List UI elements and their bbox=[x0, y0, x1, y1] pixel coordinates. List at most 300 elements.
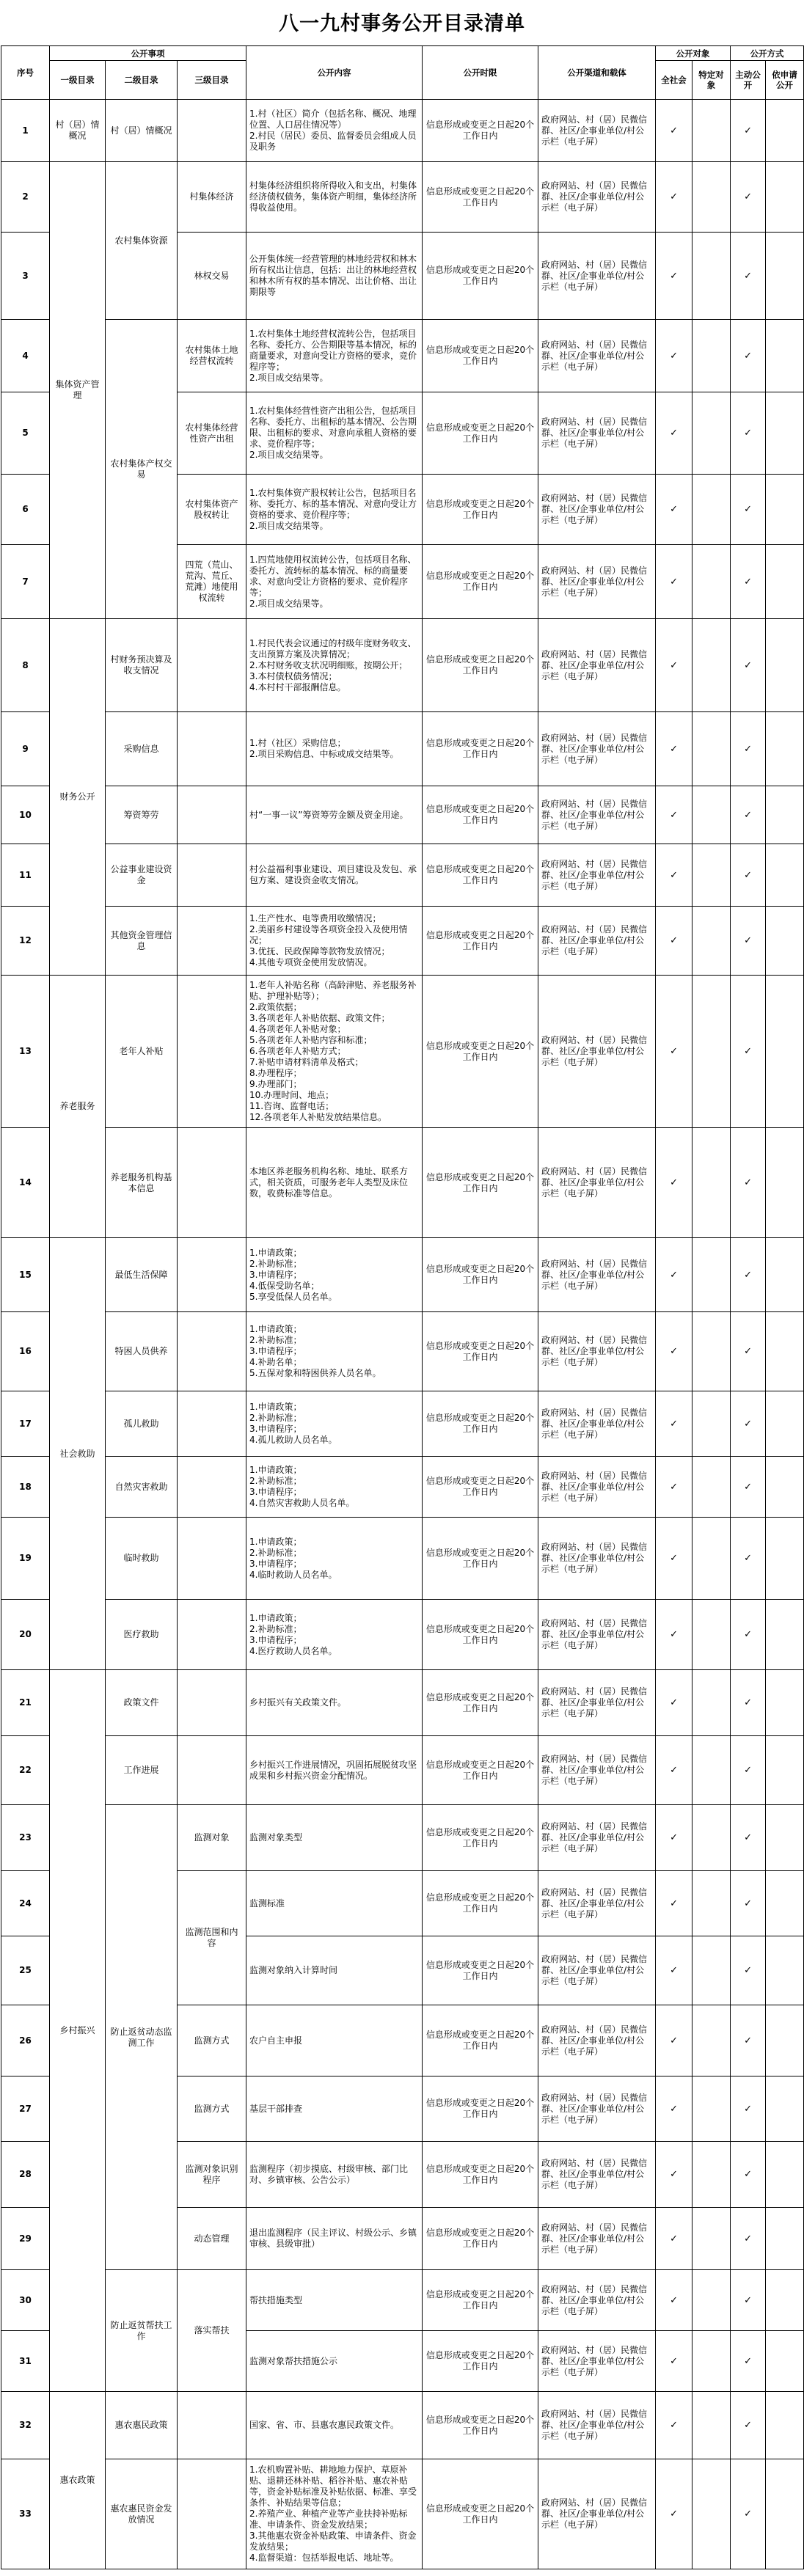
disclosure-content: 1.申请政策； 2.补助标准； 3.申请程序； 4.孤儿救助人员名单。 bbox=[246, 1391, 423, 1457]
method-request-check bbox=[766, 1518, 804, 1600]
audience-specific-check bbox=[692, 2005, 731, 2076]
disclosure-content: 公开集体统一经营管理的林地经营权和林木所有权出让信息，包括：出让的林地经营权和林木所有权的基本情况、出让价格、出让期限等 bbox=[246, 233, 423, 320]
disclosure-time-limit: 信息形成或变更之日起20个工作日内 bbox=[423, 2142, 538, 2208]
header-method-active: 主动公开 bbox=[731, 61, 766, 100]
audience-specific-check bbox=[692, 1871, 731, 1936]
audience-all-check: ✓ bbox=[656, 2142, 692, 2208]
disclosure-time-limit: 信息形成或变更之日起20个工作日内 bbox=[423, 1457, 538, 1518]
method-request-check bbox=[766, 2142, 804, 2208]
method-active-check: ✓ bbox=[731, 1670, 766, 1736]
method-request-check bbox=[766, 2392, 804, 2459]
audience-specific-check bbox=[692, 2459, 731, 2569]
disclosure-time-limit: 信息形成或变更之日起20个工作日内 bbox=[423, 2270, 538, 2331]
disclosure-channel: 政府网站、村（居）民微信群、社区/企事业单位/村公示栏（电子屏） bbox=[538, 2208, 656, 2270]
method-active-check: ✓ bbox=[731, 2208, 766, 2270]
table-row bbox=[1, 1457, 804, 1518]
level3-directory bbox=[178, 844, 246, 907]
table-row bbox=[1, 100, 804, 162]
level2-directory: 防止返贫帮扶工作 bbox=[106, 2270, 178, 2392]
disclosure-content: 1.村民代表会议通过的村级年度财务收支、支出预算方案及决算情况； 2.本村财务收支状况明细账，按期公开； 3.本村债权债务情况； 4.本村村干部报酬信息。 bbox=[246, 619, 423, 712]
audience-all-check: ✓ bbox=[656, 2270, 692, 2331]
row-number: 33 bbox=[1, 2459, 50, 2569]
row-number: 22 bbox=[1, 1736, 50, 1805]
disclosure-channel: 政府网站、村（居）民微信群、社区/企事业单位/村公示栏（电子屏） bbox=[538, 475, 656, 545]
level1-directory: 养老服务 bbox=[50, 976, 106, 1238]
row-number: 20 bbox=[1, 1600, 50, 1670]
level2-directory: 村（居）情概况 bbox=[106, 100, 178, 162]
method-active-check: ✓ bbox=[731, 976, 766, 1128]
method-active-check: ✓ bbox=[731, 844, 766, 907]
header-audience-specific: 特定对象 bbox=[692, 61, 731, 100]
row-number: 5 bbox=[1, 392, 50, 475]
table-row bbox=[1, 1518, 804, 1600]
row-number: 14 bbox=[1, 1128, 50, 1238]
row-number: 27 bbox=[1, 2076, 50, 2142]
header-no: 序号 bbox=[1, 46, 50, 100]
disclosure-time-limit: 信息形成或变更之日起20个工作日内 bbox=[423, 844, 538, 907]
audience-all-check: ✓ bbox=[656, 320, 692, 392]
disclosure-channel: 政府网站、村（居）民微信群、社区/企事业单位/村公示栏（电子屏） bbox=[538, 976, 656, 1128]
header-level1: 一级目录 bbox=[50, 61, 106, 100]
disclosure-channel: 政府网站、村（居）民微信群、社区/企事业单位/村公示栏（电子屏） bbox=[538, 320, 656, 392]
method-request-check bbox=[766, 545, 804, 619]
audience-all-check: ✓ bbox=[656, 1936, 692, 2005]
row-number: 2 bbox=[1, 162, 50, 233]
level1-directory: 财务公开 bbox=[50, 619, 106, 976]
audience-all-check: ✓ bbox=[656, 1871, 692, 1936]
row-number: 11 bbox=[1, 844, 50, 907]
table-row bbox=[1, 712, 804, 786]
level3-directory bbox=[178, 786, 246, 844]
disclosure-content: 村“一事一议”筹资筹劳金额及资金用途。 bbox=[246, 786, 423, 844]
disclosure-time-limit: 信息形成或变更之日起20个工作日内 bbox=[423, 2331, 538, 2392]
disclosure-content: 退出监测程序（民主评议、村级公示、乡镇审核、县级审批） bbox=[246, 2208, 423, 2270]
row-number: 6 bbox=[1, 475, 50, 545]
disclosure-channel: 政府网站、村（居）民微信群、社区/企事业单位/村公示栏（电子屏） bbox=[538, 1936, 656, 2005]
disclosure-channel: 政府网站、村（居）民微信群、社区/企事业单位/村公示栏（电子屏） bbox=[538, 233, 656, 320]
row-number: 23 bbox=[1, 1805, 50, 1871]
disclosure-time-limit: 信息形成或变更之日起20个工作日内 bbox=[423, 2076, 538, 2142]
audience-all-check: ✓ bbox=[656, 1312, 692, 1391]
audience-specific-check bbox=[692, 320, 731, 392]
disclosure-content: 1.农村集体资产股权转让公告，包括项目名称、委托方、标的基本情况、对意向受让方资格的要求、竞价程序等； 2.项目成交结果等。 bbox=[246, 475, 423, 545]
table-body bbox=[1, 100, 804, 2569]
level3-directory bbox=[178, 619, 246, 712]
audience-all-check: ✓ bbox=[656, 712, 692, 786]
audience-all-check: ✓ bbox=[656, 1128, 692, 1238]
level3-directory bbox=[178, 1391, 246, 1457]
disclosure-time-limit: 信息形成或变更之日起20个工作日内 bbox=[423, 786, 538, 844]
disclosure-time-limit: 信息形成或变更之日起20个工作日内 bbox=[423, 1238, 538, 1312]
disclosure-time-limit: 信息形成或变更之日起20个工作日内 bbox=[423, 2005, 538, 2076]
table-row bbox=[1, 619, 804, 712]
disclosure-content: 国家、省、市、县惠农惠民政策文件。 bbox=[246, 2392, 423, 2459]
table-row bbox=[1, 162, 804, 233]
header-audience-group: 公开对象 bbox=[656, 46, 731, 61]
disclosure-time-limit: 信息形成或变更之日起20个工作日内 bbox=[423, 1736, 538, 1805]
method-active-check: ✓ bbox=[731, 100, 766, 162]
row-number: 10 bbox=[1, 786, 50, 844]
row-number: 19 bbox=[1, 1518, 50, 1600]
disclosure-channel: 政府网站、村（居）民微信群、社区/企事业单位/村公示栏（电子屏） bbox=[538, 1871, 656, 1936]
level2-directory: 孤儿救助 bbox=[106, 1391, 178, 1457]
disclosure-channel: 政府网站、村（居）民微信群、社区/企事业单位/村公示栏（电子屏） bbox=[538, 1805, 656, 1871]
audience-specific-check bbox=[692, 1391, 731, 1457]
audience-specific-check bbox=[692, 2142, 731, 2208]
disclosure-channel: 政府网站、村（居）民微信群、社区/企事业单位/村公示栏（电子屏） bbox=[538, 392, 656, 475]
row-number: 21 bbox=[1, 1670, 50, 1736]
method-request-check bbox=[766, 2331, 804, 2392]
level3-directory bbox=[178, 1736, 246, 1805]
disclosure-content: 基层干部排查 bbox=[246, 2076, 423, 2142]
row-number: 18 bbox=[1, 1457, 50, 1518]
disclosure-time-limit: 信息形成或变更之日起20个工作日内 bbox=[423, 1871, 538, 1936]
table-row bbox=[1, 1670, 804, 1736]
method-request-check bbox=[766, 100, 804, 162]
disclosure-content: 1.申请政策； 2.补助标准； 3.申请程序； 4.临时救助人员名单。 bbox=[246, 1518, 423, 1600]
audience-specific-check bbox=[692, 2208, 731, 2270]
disclosure-content: 监测标准 bbox=[246, 1871, 423, 1936]
disclosure-time-limit: 信息形成或变更之日起20个工作日内 bbox=[423, 475, 538, 545]
disclosure-time-limit: 信息形成或变更之日起20个工作日内 bbox=[423, 320, 538, 392]
header-method-group: 公开方式 bbox=[731, 46, 804, 61]
table-row bbox=[1, 1600, 804, 1670]
audience-all-check: ✓ bbox=[656, 1238, 692, 1312]
disclosure-time-limit: 信息形成或变更之日起20个工作日内 bbox=[423, 1600, 538, 1670]
level2-directory: 工作进展 bbox=[106, 1736, 178, 1805]
table-header bbox=[1, 46, 804, 100]
method-active-check: ✓ bbox=[731, 2270, 766, 2331]
disclosure-channel: 政府网站、村（居）民微信群、社区/企事业单位/村公示栏（电子屏） bbox=[538, 1312, 656, 1391]
disclosure-time-limit: 信息形成或变更之日起20个工作日内 bbox=[423, 1670, 538, 1736]
row-number: 1 bbox=[1, 100, 50, 162]
disclosure-channel: 政府网站、村（居）民微信群、社区/企事业单位/村公示栏（电子屏） bbox=[538, 2005, 656, 2076]
level1-directory: 村（居）情概况 bbox=[50, 100, 106, 162]
audience-all-check: ✓ bbox=[656, 1736, 692, 1805]
audience-all-check: ✓ bbox=[656, 844, 692, 907]
disclosure-channel: 政府网站、村（居）民微信群、社区/企事业单位/村公示栏（电子屏） bbox=[538, 100, 656, 162]
method-request-check bbox=[766, 392, 804, 475]
disclosure-time-limit: 信息形成或变更之日起20个工作日内 bbox=[423, 392, 538, 475]
disclosure-time-limit: 信息形成或变更之日起20个工作日内 bbox=[423, 712, 538, 786]
audience-all-check: ✓ bbox=[656, 619, 692, 712]
disclosure-content: 1.四荒地使用权流转公告，包括项目名称、委托方、流转标的基本情况、标的商量要求、对意向受让方资格的要求、竞价程序等； 2.项目成交结果等。 bbox=[246, 545, 423, 619]
disclosure-time-limit: 信息形成或变更之日起20个工作日内 bbox=[423, 2208, 538, 2270]
audience-specific-check bbox=[692, 100, 731, 162]
level2-directory: 特困人员供养 bbox=[106, 1312, 178, 1391]
disclosure-channel: 政府网站、村（居）民微信群、社区/企事业单位/村公示栏（电子屏） bbox=[538, 786, 656, 844]
level2-directory: 农村集体资源 bbox=[106, 162, 178, 320]
header-items-group: 公开事项 bbox=[50, 46, 246, 61]
audience-specific-check bbox=[692, 907, 731, 976]
disclosure-content: 农户自主申报 bbox=[246, 2005, 423, 2076]
method-request-check bbox=[766, 162, 804, 233]
level2-directory: 其他资金管理信息 bbox=[106, 907, 178, 976]
level2-directory: 防止返贫动态监测工作 bbox=[106, 1805, 178, 2270]
method-active-check: ✓ bbox=[731, 907, 766, 976]
header-content: 公开内容 bbox=[246, 46, 423, 100]
method-active-check: ✓ bbox=[731, 1871, 766, 1936]
audience-all-check: ✓ bbox=[656, 233, 692, 320]
header-audience-all: 全社会 bbox=[656, 61, 692, 100]
header-time-limit: 公开时限 bbox=[423, 46, 538, 100]
method-active-check: ✓ bbox=[731, 1736, 766, 1805]
disclosure-content: 村公益福利事业建设、项目建设及发包、承包方案、建设资金收支情况。 bbox=[246, 844, 423, 907]
audience-specific-check bbox=[692, 1518, 731, 1600]
disclosure-time-limit: 信息形成或变更之日起20个工作日内 bbox=[423, 907, 538, 976]
method-active-check: ✓ bbox=[731, 320, 766, 392]
audience-specific-check bbox=[692, 1936, 731, 2005]
audience-specific-check bbox=[692, 844, 731, 907]
row-number: 7 bbox=[1, 545, 50, 619]
row-number: 25 bbox=[1, 1936, 50, 2005]
level3-directory: 监测范围和内容 bbox=[178, 1871, 246, 2005]
table-row bbox=[1, 1128, 804, 1238]
disclosure-channel: 政府网站、村（居）民微信群、社区/企事业单位/村公示栏（电子屏） bbox=[538, 844, 656, 907]
level3-directory bbox=[178, 907, 246, 976]
table-row bbox=[1, 1391, 804, 1457]
audience-specific-check bbox=[692, 976, 731, 1128]
row-number: 26 bbox=[1, 2005, 50, 2076]
level3-directory: 监测对象识别程序 bbox=[178, 2142, 246, 2208]
disclosure-content: 本地区养老服务机构名称、地址、联系方式，相关资质，可服务老年人类型及床位数，收费标准等信息。 bbox=[246, 1128, 423, 1238]
audience-all-check: ✓ bbox=[656, 2459, 692, 2569]
level3-directory: 四荒（荒山、荒沟、荒丘、荒滩）地使用权流转 bbox=[178, 545, 246, 619]
disclosure-time-limit: 信息形成或变更之日起20个工作日内 bbox=[423, 619, 538, 712]
audience-specific-check bbox=[692, 1736, 731, 1805]
level3-directory bbox=[178, 1457, 246, 1518]
audience-specific-check bbox=[692, 1600, 731, 1670]
level2-directory: 公益事业建设资金 bbox=[106, 844, 178, 907]
row-number: 9 bbox=[1, 712, 50, 786]
row-number: 32 bbox=[1, 2392, 50, 2459]
disclosure-time-limit: 信息形成或变更之日起20个工作日内 bbox=[423, 1128, 538, 1238]
table-row bbox=[1, 320, 804, 392]
level3-directory: 监测对象 bbox=[178, 1805, 246, 1871]
level2-directory: 医疗救助 bbox=[106, 1600, 178, 1670]
audience-specific-check bbox=[692, 1312, 731, 1391]
header-level3: 三级目录 bbox=[178, 61, 246, 100]
row-number: 3 bbox=[1, 233, 50, 320]
method-active-check: ✓ bbox=[731, 2392, 766, 2459]
audience-specific-check bbox=[692, 619, 731, 712]
method-active-check: ✓ bbox=[731, 1128, 766, 1238]
audience-specific-check bbox=[692, 1670, 731, 1736]
audience-all-check: ✓ bbox=[656, 2331, 692, 2392]
disclosure-time-limit: 信息形成或变更之日起20个工作日内 bbox=[423, 233, 538, 320]
disclosure-content: 1.老年人补贴名称（高龄津贴、养老服务补贴、护理补贴等）； 2.政策依据； 3.各项老年人补贴依据、政策文件； 4.各项老年人补贴对象； 5.各项老年人补贴内容和标准； 6.各项老年人补贴方式； 7.补贴申请材料清单及格式； 8.办理程序； 9.办理部门； 10.办理时间、地点； 11.咨询、监督电话； 12.各项老年人补贴发放结果信息。 bbox=[246, 976, 423, 1128]
method-active-check: ✓ bbox=[731, 475, 766, 545]
method-active-check: ✓ bbox=[731, 2005, 766, 2076]
method-request-check bbox=[766, 712, 804, 786]
audience-all-check: ✓ bbox=[656, 1518, 692, 1600]
level3-directory: 村集体经济 bbox=[178, 162, 246, 233]
audience-all-check: ✓ bbox=[656, 545, 692, 619]
method-request-check bbox=[766, 1312, 804, 1391]
level3-directory: 动态管理 bbox=[178, 2208, 246, 2270]
level1-directory: 惠农政策 bbox=[50, 2392, 106, 2569]
disclosure-content: 1.申请政策； 2.补助标准； 3.申请程序； 4.自然灾害救助人员名单。 bbox=[246, 1457, 423, 1518]
row-number: 4 bbox=[1, 320, 50, 392]
audience-specific-check bbox=[692, 162, 731, 233]
disclosure-channel: 政府网站、村（居）民微信群、社区/企事业单位/村公示栏（电子屏） bbox=[538, 2459, 656, 2569]
disclosure-time-limit: 信息形成或变更之日起20个工作日内 bbox=[423, 2459, 538, 2569]
method-active-check: ✓ bbox=[731, 233, 766, 320]
method-active-check: ✓ bbox=[731, 619, 766, 712]
audience-all-check: ✓ bbox=[656, 2208, 692, 2270]
audience-specific-check bbox=[692, 1805, 731, 1871]
table-row bbox=[1, 1312, 804, 1391]
disclosure-content: 1.申请政策； 2.补助标准； 3.申请程序； 4.补助名单； 5.五保对象和特困供养人员名单。 bbox=[246, 1312, 423, 1391]
audience-all-check: ✓ bbox=[656, 907, 692, 976]
disclosure-channel: 政府网站、村（居）民微信群、社区/企事业单位/村公示栏（电子屏） bbox=[538, 1128, 656, 1238]
method-active-check: ✓ bbox=[731, 392, 766, 475]
audience-all-check: ✓ bbox=[656, 1600, 692, 1670]
disclosure-content: 监测对象纳入计算时间 bbox=[246, 1936, 423, 2005]
method-active-check: ✓ bbox=[731, 2142, 766, 2208]
disclosure-content: 监测对象帮扶措施公示 bbox=[246, 2331, 423, 2392]
level2-directory: 村财务预决算及收支情况 bbox=[106, 619, 178, 712]
disclosure-channel: 政府网站、村（居）民微信群、社区/企事业单位/村公示栏（电子屏） bbox=[538, 2331, 656, 2392]
method-request-check bbox=[766, 1670, 804, 1736]
disclosure-channel: 政府网站、村（居）民微信群、社区/企事业单位/村公示栏（电子屏） bbox=[538, 1600, 656, 1670]
level2-directory: 最低生活保障 bbox=[106, 1238, 178, 1312]
disclosure-channel: 政府网站、村（居）民微信群、社区/企事业单位/村公示栏（电子屏） bbox=[538, 712, 656, 786]
row-number: 31 bbox=[1, 2331, 50, 2392]
method-request-check bbox=[766, 1736, 804, 1805]
disclosure-time-limit: 信息形成或变更之日起20个工作日内 bbox=[423, 1805, 538, 1871]
disclosure-content: 监测程序（初步摸底、村级审核、部门比对、乡镇审核、公告公示） bbox=[246, 2142, 423, 2208]
audience-specific-check bbox=[692, 392, 731, 475]
audience-specific-check bbox=[692, 233, 731, 320]
audience-specific-check bbox=[692, 545, 731, 619]
disclosure-channel: 政府网站、村（居）民微信群、社区/企事业单位/村公示栏（电子屏） bbox=[538, 162, 656, 233]
method-active-check: ✓ bbox=[731, 712, 766, 786]
table-row bbox=[1, 1736, 804, 1805]
level1-directory: 集体资产管理 bbox=[50, 162, 106, 619]
level2-directory: 采购信息 bbox=[106, 712, 178, 786]
disclosure-channel: 政府网站、村（居）民微信群、社区/企事业单位/村公示栏（电子屏） bbox=[538, 1670, 656, 1736]
header-channel: 公开渠道和载体 bbox=[538, 46, 656, 100]
table-row bbox=[1, 907, 804, 976]
audience-all-check: ✓ bbox=[656, 976, 692, 1128]
level3-directory bbox=[178, 1312, 246, 1391]
disclosure-content: 帮扶措施类型 bbox=[246, 2270, 423, 2331]
audience-all-check: ✓ bbox=[656, 786, 692, 844]
disclosure-channel: 政府网站、村（居）民微信群、社区/企事业单位/村公示栏（电子屏） bbox=[538, 1736, 656, 1805]
method-request-check bbox=[766, 2005, 804, 2076]
table-row bbox=[1, 2459, 804, 2569]
method-request-check bbox=[766, 1936, 804, 2005]
disclosure-channel: 政府网站、村（居）民微信群、社区/企事业单位/村公示栏（电子屏） bbox=[538, 619, 656, 712]
audience-specific-check bbox=[692, 1128, 731, 1238]
disclosure-content: 村集体经济组织将所得收入和支出，村集体经济债权债务，集体资产明细，集体经济所得收益使用。 bbox=[246, 162, 423, 233]
audience-all-check: ✓ bbox=[656, 1457, 692, 1518]
audience-all-check: ✓ bbox=[656, 2392, 692, 2459]
method-request-check bbox=[766, 619, 804, 712]
method-active-check: ✓ bbox=[731, 1312, 766, 1391]
method-active-check: ✓ bbox=[731, 545, 766, 619]
method-request-check bbox=[766, 907, 804, 976]
row-number: 13 bbox=[1, 976, 50, 1128]
method-request-check bbox=[766, 1391, 804, 1457]
method-active-check: ✓ bbox=[731, 1238, 766, 1312]
level3-directory bbox=[178, 1518, 246, 1600]
disclosure-content: 1.申请政策； 2.补助标准； 3.申请程序； 4.医疗救助人员名单。 bbox=[246, 1600, 423, 1670]
method-request-check bbox=[766, 2076, 804, 2142]
method-request-check bbox=[766, 233, 804, 320]
table-row bbox=[1, 786, 804, 844]
disclosure-time-limit: 信息形成或变更之日起20个工作日内 bbox=[423, 1936, 538, 2005]
disclosure-time-limit: 信息形成或变更之日起20个工作日内 bbox=[423, 1518, 538, 1600]
audience-specific-check bbox=[692, 2392, 731, 2459]
header-level2: 二级目录 bbox=[106, 61, 178, 100]
level3-directory: 监测方式 bbox=[178, 2005, 246, 2076]
row-number: 24 bbox=[1, 1871, 50, 1936]
method-request-check bbox=[766, 786, 804, 844]
row-number: 28 bbox=[1, 2142, 50, 2208]
level3-directory: 监测方式 bbox=[178, 2076, 246, 2142]
level3-directory bbox=[178, 712, 246, 786]
audience-all-check: ✓ bbox=[656, 1391, 692, 1457]
table-row bbox=[1, 976, 804, 1128]
level3-directory: 林权交易 bbox=[178, 233, 246, 320]
audience-specific-check bbox=[692, 2270, 731, 2331]
disclosure-time-limit: 信息形成或变更之日起20个工作日内 bbox=[423, 1391, 538, 1457]
method-request-check bbox=[766, 844, 804, 907]
audience-specific-check bbox=[692, 1238, 731, 1312]
disclosure-content: 1.农村集体经营性资产出租公告，包括项目名称、委托方、出租标的基本情况、公告期限、出租标的要求、对意向承租人资格的要求、竞价程序等； 2.项目成交结果等。 bbox=[246, 392, 423, 475]
level2-directory: 筹资筹劳 bbox=[106, 786, 178, 844]
disclosure-channel: 政府网站、村（居）民微信群、社区/企事业单位/村公示栏（电子屏） bbox=[538, 2392, 656, 2459]
method-active-check: ✓ bbox=[731, 1600, 766, 1670]
disclosure-content: 乡村振兴工作进展情况，巩固拓展脱贫攻坚成果和乡村振兴资金分配情况。 bbox=[246, 1736, 423, 1805]
level2-directory: 惠农惠民政策 bbox=[106, 2392, 178, 2459]
audience-specific-check bbox=[692, 712, 731, 786]
document-title: 八一九村事务公开目录清单 bbox=[279, 12, 525, 34]
level2-directory: 临时救助 bbox=[106, 1518, 178, 1600]
method-active-check: ✓ bbox=[731, 2331, 766, 2392]
method-active-check: ✓ bbox=[731, 786, 766, 844]
method-active-check: ✓ bbox=[731, 1391, 766, 1457]
method-request-check bbox=[766, 2459, 804, 2569]
method-active-check: ✓ bbox=[731, 2459, 766, 2569]
method-request-check bbox=[766, 1805, 804, 1871]
disclosure-channel: 政府网站、村（居）民微信群、社区/企事业单位/村公示栏（电子屏） bbox=[538, 2142, 656, 2208]
header-row-top bbox=[1, 46, 804, 61]
level3-directory: 农村集体土地经营权流转 bbox=[178, 320, 246, 392]
table-row bbox=[1, 2270, 804, 2331]
method-active-check: ✓ bbox=[731, 1936, 766, 2005]
level2-directory: 养老服务机构基本信息 bbox=[106, 1128, 178, 1238]
row-number: 16 bbox=[1, 1312, 50, 1391]
table-row bbox=[1, 1238, 804, 1312]
audience-all-check: ✓ bbox=[656, 392, 692, 475]
table-row bbox=[1, 844, 804, 907]
method-active-check: ✓ bbox=[731, 1457, 766, 1518]
method-request-check bbox=[766, 2208, 804, 2270]
audience-all-check: ✓ bbox=[656, 2005, 692, 2076]
table-row bbox=[1, 2392, 804, 2459]
audience-specific-check bbox=[692, 475, 731, 545]
audience-all-check: ✓ bbox=[656, 100, 692, 162]
disclosure-time-limit: 信息形成或变更之日起20个工作日内 bbox=[423, 976, 538, 1128]
disclosure-channel: 政府网站、村（居）民微信群、社区/企事业单位/村公示栏（电子屏） bbox=[538, 1238, 656, 1312]
audience-all-check: ✓ bbox=[656, 1805, 692, 1871]
level2-directory: 农村集体产权交易 bbox=[106, 320, 178, 619]
disclosure-time-limit: 信息形成或变更之日起20个工作日内 bbox=[423, 2392, 538, 2459]
disclosure-content: 1.农机购置补贴、耕地地力保护、草原补贴、退耕还林补贴、稻谷补贴、惠农补贴等，资金补贴标准及补贴依据、标准、享受条件、补贴结果等信息； 2.养殖产业、种植产业等产业扶持补贴标准、申请条件、资金发放结果； 3.其他惠农资金补贴政策、申请条件、资金发放结果； 4.监督渠道：包括举报电话、地址等。 bbox=[246, 2459, 423, 2569]
